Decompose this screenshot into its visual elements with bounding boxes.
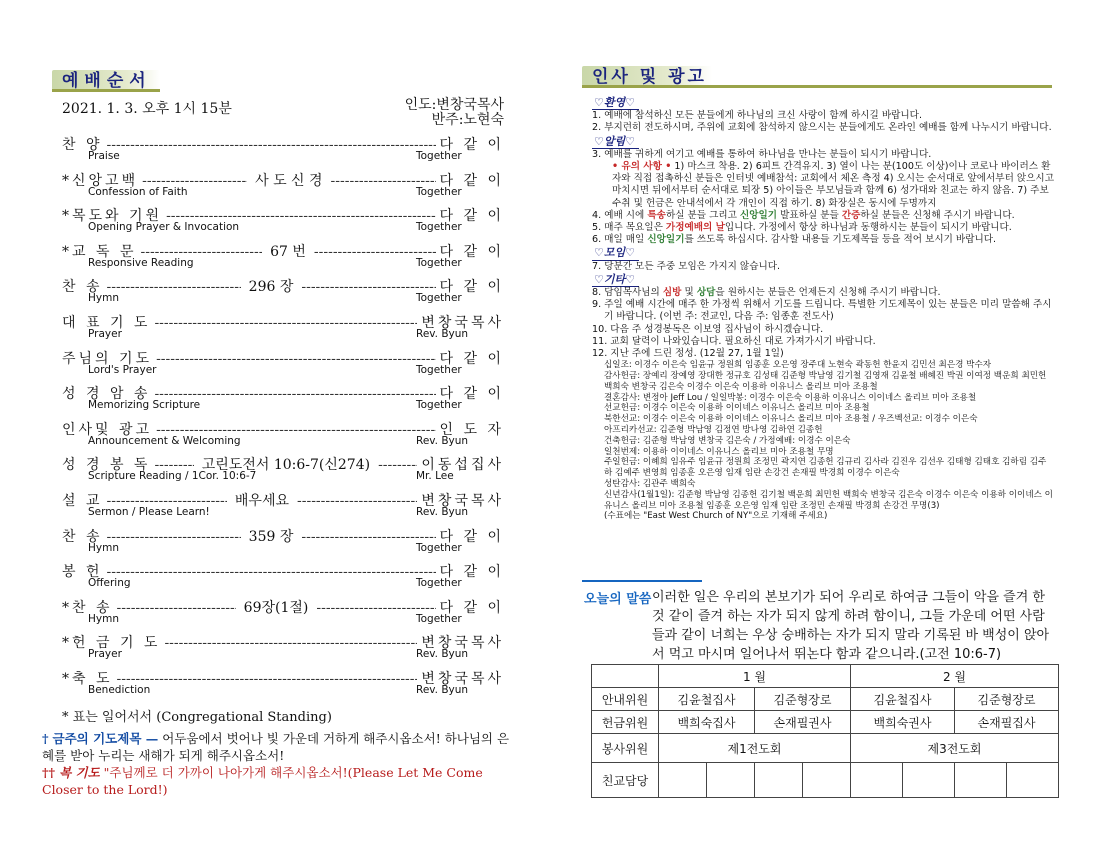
order-item <box>62 668 504 703</box>
blessing-prayer-body: "주님께로 더 가까이 나아가게 해주시옵소서!(Please Let Me Come Closer to the Lord!) <box>42 765 483 797</box>
order-item-person-english: Rev. Byun <box>416 328 469 340</box>
order-item-person: 다 같 이 <box>439 350 504 367</box>
blessing-prayer <box>42 764 512 798</box>
giving-line: 성탄감사: 김관주 백희숙 <box>604 479 696 490</box>
order-item <box>62 241 504 276</box>
order-item-person-english: Together <box>416 221 462 234</box>
month-header: 2 월 <box>851 665 1059 688</box>
order-item-name: 대 표 기 도 <box>62 315 151 331</box>
announcements-title: 인사 및 광고 <box>592 66 707 87</box>
order-item <box>62 561 504 596</box>
duty-cell <box>955 763 1007 798</box>
section-other: ♡기타♡ <box>592 274 639 287</box>
order-item-person-english: Together <box>416 612 462 625</box>
order-item-detail: 배우세요 <box>234 493 289 509</box>
order-item-english: Offering <box>88 577 131 590</box>
role-label: 헌금위원 <box>592 711 659 734</box>
order-item <box>62 312 504 347</box>
order-item-english: Hymn <box>88 541 119 554</box>
order-item-person: 다 같 이 <box>439 243 505 260</box>
double-cross-icon: †† <box>42 765 56 780</box>
order-item <box>62 170 504 205</box>
precautions <box>592 161 1054 210</box>
order-item-name: *축 도 <box>62 671 113 687</box>
giving-line: 북한선교: 이경수 이은숙 이용하 이이네스 이유니스 올리브 미아 조용철 / 우즈벡선교: 이경수 이은숙 <box>604 414 978 425</box>
order-item-person-english: Together <box>416 185 462 198</box>
order-item-person: 다 같 이 <box>439 599 504 616</box>
order-item <box>62 597 504 632</box>
order-item-english: Lord's Prayer <box>88 363 157 376</box>
order-item <box>62 632 504 667</box>
order-item-english: Opening Prayer & Invocation <box>88 221 240 234</box>
announcement-item: 2. 부지런히 전도하시며, 주위에 교회에 참석하지 않으시는 분들에게도 온라인 예배를 함께 나누시기 바랍니다. <box>592 122 1052 134</box>
order-item-name: 성 경 암 송 <box>62 386 151 403</box>
order-item-english: Announcement & Welcoming <box>88 434 241 447</box>
order-item-name: 찬 송 <box>62 279 103 296</box>
order-item <box>62 348 504 383</box>
order-item-detail: 고린도전서 10:6-7(신274) <box>201 457 371 474</box>
announcement-item: 11. 교회 달력이 나와있습니다. 필요하신 대로 가져가시기 바랍니다. <box>592 335 876 347</box>
standing-note: * 표는 일어서서 (Congregational Standing) <box>62 710 332 725</box>
duty-cell <box>755 763 803 798</box>
service-date: 2021. 1. 3. 오후 1시 15분 <box>62 101 232 117</box>
order-item-name: 봉 헌 <box>62 564 103 581</box>
role-label: 안내위원 <box>592 688 659 711</box>
accompanist: 반주:노현숙 <box>431 112 504 128</box>
order-item-person: 변창국목사 <box>421 315 504 331</box>
order-item-name: 찬 송 <box>62 528 103 545</box>
order-item-english: Praise <box>88 150 120 162</box>
giving-line: 결혼감사: 변정아 Jeff Lou / 일일박봉: 이경수 이은숙 이용하 이유니스 이이네스 올리브 미아 조용철 <box>604 392 977 403</box>
order-item-english: Prayer <box>88 328 122 340</box>
duty-cell: 제1전도회 <box>659 734 851 763</box>
worship-order-title: 예배순서 <box>62 70 152 91</box>
role-label: 봉사위원 <box>592 734 659 763</box>
duty-corner <box>592 665 659 688</box>
giving-line: 건축헌금: 김준형 박남영 변창국 김은숙 / 가정예배: 이경수 이은숙 <box>604 435 851 446</box>
order-item-person-english: Rev. Byun <box>416 434 469 447</box>
order-item-english: Prayer <box>88 648 122 661</box>
duty-cell: 김준형장로 <box>755 688 851 711</box>
order-item-person: 다 같 이 <box>439 386 504 403</box>
order-item-name: 성 경 봉 독 <box>62 457 151 474</box>
giving-line: 십일조: 이경수 이은숙 임윤규 정원희 임종훈 오은영 장주대 노현숙 곽동헌 한윤지 김민선 최은경 박수자 <box>604 360 992 371</box>
order-item-english: Scripture Reading / 1Cor. 10:6-7 <box>88 470 257 483</box>
announcement-item: 3. 예배를 귀하게 여기고 예배를 통하여 하나님을 만나는 분들이 되시기 바랍니다. <box>592 148 932 160</box>
giving-line: 아프리카선교: 김준형 박남영 김정연 방나영 김하연 김종헌 <box>604 425 823 436</box>
order-item-name: 찬 양 <box>62 137 103 153</box>
order-item-person-english: Together <box>416 256 462 269</box>
weekly-prayer <box>42 730 512 764</box>
order-item <box>62 526 504 561</box>
order-item-detail: 296 장 <box>248 279 294 296</box>
month-header: 1 월 <box>659 665 851 688</box>
announcement-item: 9. 주일 예배 시간에 매주 한 가정씩 위해서 기도를 드립니다. 특별한 기도제목이 있는 분들은 미리 말씀해 주시기 바랍니다. (이번 주: 전교인, 다음 주: 임종훈 전도사) <box>592 299 1052 323</box>
order-item-name: 설 교 <box>62 493 103 509</box>
order-item-name: *찬 송 <box>62 599 113 616</box>
duty-cell: 김준형장로 <box>955 688 1059 711</box>
order-item-detail: 67 번 <box>270 243 306 260</box>
section-welcome: ♡환영♡ <box>592 97 639 110</box>
order-item-english: Responsive Reading <box>88 256 194 269</box>
announcements <box>592 96 1054 522</box>
precautions-text: 1) 마스크 착용. 2) 6피트 간격유지. 3) 열이 나는 분(100도 이상)이나 코로나 바이러스 환자와 직접 접촉하신 분들은 인터넷 예배참석: 교회에서 체온 측정 4) 오시는 순서대로 앞에서부터 앉으시고 마치시면 뒤에서부터 순서대로 퇴장 5) 아이들은 부모님들과 함께 6) 성가대와 친교는 하지 않음. 7) 주보 수취 및 헌금은 안내석에서 각 개인이 직접 하기. 8) 화장실은 동시에 두명까지 <box>612 161 1054 209</box>
duty-cell <box>851 763 903 798</box>
role-label: 친교담당 <box>592 763 659 798</box>
order-item-name: 주님의 기도 <box>62 350 153 367</box>
order-item-name: *교 독 문 <box>62 243 137 260</box>
order-item-person: 다 같 이 <box>439 564 504 581</box>
service-leaders <box>405 98 504 128</box>
order-item-detail: 359 장 <box>248 528 294 545</box>
order-item <box>62 419 504 454</box>
order-item-person: 다 같 이 <box>439 279 504 296</box>
order-item <box>62 205 504 240</box>
duty-cell <box>803 763 851 798</box>
order-item-person: 변창국목사 <box>421 635 504 652</box>
giving-line: 선교헌금: 이경수 이은숙 이용하 이이네스 이유니스 올리브 미아 조용철 <box>604 403 870 414</box>
order-item-name: 인사및 광고 <box>62 421 153 438</box>
order-item-person-english: Rev. Byun <box>416 648 469 661</box>
order-item-person: 변창국목사 <box>421 493 505 509</box>
weekly-prayer-body: 어두움에서 벗어나 빛 가운데 거하게 해주시옵소서! 하나님의 은혜를 받아 누리는 새해가 되게 해주시옵소서! <box>42 731 510 763</box>
giving-line: 신년감사(1월1일): 김준형 박남영 김종헌 김기철 백운희 최민헌 백희숙 변창국 김은숙 이경수 이은숙 이용하 이이네스 이유니스 올리브 미아 조용철 임종훈 오은영 임재 임란 조정민 손재필 박경희 손강건 무명(3) <box>604 489 1053 511</box>
order-item <box>62 276 504 311</box>
duty-cell <box>903 763 955 798</box>
duty-cell <box>707 763 755 798</box>
order-item-detail: 사 도 신 경 <box>255 172 323 189</box>
verse-text: 이러한 일은 우리의 본보기가 되어 우리로 하여금 그들이 악을 즐겨 한 것 같이 즐겨 하는 자가 되지 않게 하려 함이니, 그들 가운데 어떤 사람들과 같이 너희는 우상 숭배하는 자가 되지 말라 기록된 바 백성이 앉아서 먹고 마시며 일어나서 뛰논다 함과 같으니라.(고전 10:6-7) <box>652 590 1050 662</box>
weekly-prayer-title: 금주의 기도제목 — <box>52 731 159 746</box>
announcement-item: 5. 매주 목요일은 가정예배의 날입니다. 가정에서 항상 하나님과 동행하시는 분들이 되시기 바랍니다. <box>592 222 1012 234</box>
order-item-person-english: Together <box>416 399 462 412</box>
blessing-prayer-title: 복 기도 <box>59 765 100 780</box>
order-item-english: Hymn <box>88 292 119 305</box>
announcement-item: 7. 당분간 모든 주중 모임은 가지지 않습니다. <box>592 260 781 272</box>
verse-label: 오늘의 말씀 <box>584 592 652 607</box>
order-item-person-english: Together <box>416 541 462 554</box>
duty-cell: 제3전도회 <box>851 734 1059 763</box>
announcement-item: 6. 매일 매일 신앙일기를 쓰도록 하십시다. 감사할 내용들 기도제목들 등을 적어 보시기 바랍니다. <box>592 234 997 246</box>
order-item-person-english: Together <box>416 577 462 590</box>
order-item-person: 인 도 자 <box>439 421 504 438</box>
order-item-person-english: Together <box>416 150 462 162</box>
order-item <box>62 383 504 418</box>
order-item <box>62 134 504 169</box>
order-item-person: 이동섭집사 <box>421 457 504 474</box>
order-item-person-english: Rev. Byun <box>416 506 469 518</box>
section-notice: ♡알림♡ <box>592 136 639 149</box>
giving-line: 일천번제: 이용하 이이네스 이유니스 올리브 미아 조용철 무명 <box>604 446 834 457</box>
announcement-item: 1. 예배에 참석하신 모든 분들에게 하나님의 크신 사랑이 함께 하시길 바랍니다. <box>592 110 922 122</box>
section-meeting: ♡모임♡ <box>592 247 639 260</box>
leader: 인도:변창국목사 <box>404 97 504 113</box>
giving-list <box>592 360 1054 522</box>
worship-order-header <box>52 66 160 90</box>
order-item <box>62 490 504 525</box>
order-item <box>62 454 504 489</box>
cross-icon: † <box>42 731 49 746</box>
duty-cell: 백희숙권사 <box>851 711 955 734</box>
announcement-item: 4. 예배 시에 특송하실 분들 그리고 신앙일기 발표하실 분들 간증하실 분들은 신청해 주시기 바랍니다. <box>592 209 1015 221</box>
order-item-person-english: Rev. Byun <box>416 684 469 696</box>
order-item-english: Memorizing Scripture <box>88 399 201 412</box>
announcement-item: 12. 지난 주에 드린 정성. (12월 27, 1월 1일) <box>592 348 784 360</box>
duty-table <box>591 664 1059 798</box>
duty-cell: 김윤철집사 <box>851 688 955 711</box>
order-item-person: 변창국목사 <box>421 671 504 687</box>
precautions-label: • 유의 사항 • <box>612 161 672 173</box>
order-item-english: Hymn <box>88 612 119 625</box>
duty-cell: 손재필권사 <box>755 711 851 734</box>
duty-cell: 김윤철집사 <box>659 688 755 711</box>
order-item-person: 다 같 이 <box>439 528 504 545</box>
order-item-english: Sermon / Please Learn! <box>88 506 210 518</box>
order-item-name: *헌 금 기 도 <box>62 635 161 652</box>
order-item-person-english: Mr. Lee <box>416 470 454 483</box>
order-item-person: 다 같 이 <box>439 137 504 153</box>
order-item-english: Confession of Faith <box>88 185 188 198</box>
announcements-header <box>582 62 1052 86</box>
duty-cell <box>1007 763 1059 798</box>
order-item-name: *목도와 기원 <box>62 208 163 225</box>
announcement-item: 8. 담임목사님의 심방 및 상담을 원하시는 분들은 언제든지 신청해 주시기 바랍니다. <box>592 287 941 299</box>
duty-cell: 손재필집사 <box>955 711 1059 734</box>
order-item-person-english: Together <box>416 292 462 305</box>
order-item-person-english: Together <box>416 363 462 376</box>
duty-cell <box>659 763 707 798</box>
order-item-detail: 69장(1절) <box>243 599 309 616</box>
giving-line: (수표에는 "East West Church of NY"으로 기재해 주세요) <box>604 511 828 522</box>
giving-line: 주일헌금: 이혜희 임유주 임윤규 정원희 조정민 곽지연 김종헌 김규리 김사라 김진우 김선우 김태형 김태호 김하림 김주하 김예주 변영희 임종훈 오은영 임재 임란 손강건 손재필 박경희 이경수 이은숙 <box>604 457 1047 479</box>
order-item-english: Benediction <box>88 684 151 696</box>
order-item-person: 다 같 이 <box>439 172 505 189</box>
duty-cell: 백희숙집사 <box>659 711 755 734</box>
order-item-person: 다 같 이 <box>439 208 504 225</box>
order-item-name: *신앙고백 <box>62 172 139 189</box>
giving-line: 감사헌금: 장예리 장예영 장대한 정규호 김성태 김준형 박남영 김기철 김영재 김윤철 배혜진 박권 이여정 백운희 최민헌 백희숙 변창국 김은숙 이경수 이은숙 이용하 이유니스 올리브 미아 조용철 <box>604 371 1047 392</box>
announcement-item: 10. 다음 주 성경봉독은 이보영 집사님이 하시겠습니다. <box>592 323 824 335</box>
